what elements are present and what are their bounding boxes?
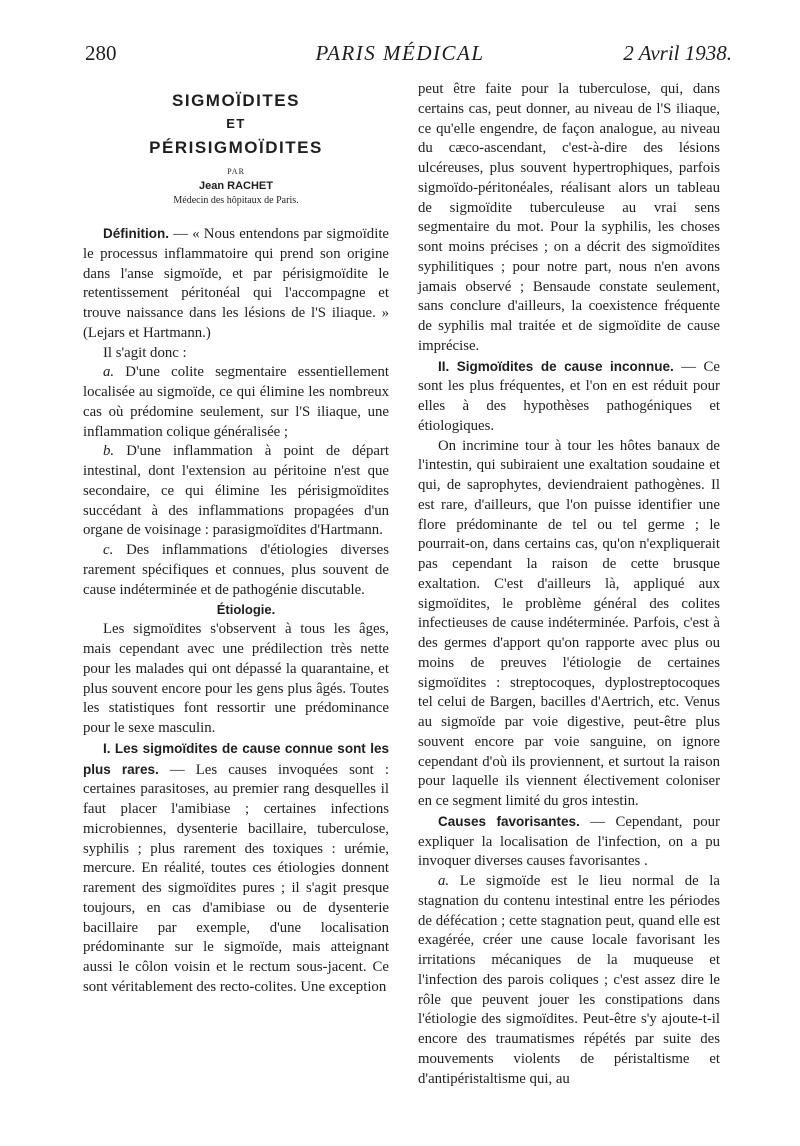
s-agit-paragraph: Il s'agit donc : — [103, 344, 187, 361]
item-c-mark: c. — [103, 542, 114, 558]
byline-par: PAR — [227, 167, 245, 176]
left-column — [83, 80, 389, 998]
issue-date: 2 Avril 1938. — [623, 41, 732, 65]
causes-lead: Causes favorisantes. — [438, 813, 580, 829]
section1-paragraph — [83, 739, 389, 998]
page-number: 280 — [85, 41, 117, 65]
article-title-block — [83, 80, 389, 208]
item-a-paragraph — [83, 363, 389, 442]
section1-text: — Les causes invoquées sont : certaines parasitoses, au premier rang desquelles il faut placer l'amibiase ; certaines infections microbiennes, dysenterie bacillaire, tuberculose, syphilis ; plus rarement des toxiques : urémie, mercure. En réalité, toutes ces étiologies donnent rarement des sigmoïdites pures ; il s'agit presque toujours, en cas d'amibiase ou de dysenterie bacillaire par exemple, d'une localisation prédominante sur le sigmoïde, mais atteignant aussi le côlon voisin et le rectum sous-jacent. Ce sont véritablement des recto-colites. Une exception — [83, 761, 389, 995]
item-a-mark: a. — [103, 364, 115, 381]
section2-text: — Ce sont les plus fréquentes, et l'on en est réduit pour elles à des hypothèses pathogéniques et étiologiques. — [418, 358, 720, 434]
causes-paragraph — [418, 812, 720, 872]
item-b-mark: b. — [103, 443, 115, 460]
definition-text: — « Nous entendons par sigmoïdite le processus inflammatoire qui prend son origine dans l'anse sigmoïde, et par périsigmoïdite le retentissement péritonéal qui l'accompagne et trouve naissance dans les lésions de l'S iliaque. » (Lejars et Hartmann.) — [83, 226, 389, 341]
right-item-a-mark: a. — [438, 873, 450, 889]
continuation-paragraph: peut être faite pour la tuberculose, qui, dans certains cas, peut donner, au niveau de l'S iliaque, ce qu'elle engendre, de façon analogue, au niveau du cæco-ascendant, c'est-à-dire des lésions ulcéreuses, plus souvent hypertrophiques, parfois sigmoïdo-péritonéales, réalisant alors un tableau de sigmoïdite tuberculeuse au vrai sens segmentaire du mot. Pour la syphilis, les choses sont moins précises ; on a décrit des sigmoïdites syphilitiques ; pour notre part, nous n'en avons jamais observé ; Bensaude constate seulement, sans conclure d'ailleurs, la coexistence fréquente de syphilis mal traitée et de sigmoïdite de cause imprécise. — [418, 81, 720, 354]
article-title-line2: ET — [226, 116, 246, 131]
right-item-a-text: Le sigmoïde est le lieu normal de la stagnation du contenu intestinal entre les périodes de défécation ; cette stagnation peut, quand elle est exagérée, créer une cause locale favorisant les irritations mécaniques de la muqueuse et l'infection des parois coliques ; c'est assez dire le rôle que peuvent jouer les constipations dans l'étiologie des sigmoïdites. Peut-être s'y ajoute-t-il encore des traumatismes répétés par suite des mouvements violents de péristaltisme et d'antipéristaltisme qui, au — [418, 873, 720, 1087]
author-name: Jean RACHET — [199, 180, 273, 192]
item-b-paragraph — [83, 442, 389, 541]
article-title-line3: PÉRISIGMOÏDITES — [149, 138, 323, 157]
etiologie-heading: Étiologie. — [216, 602, 276, 618]
author-affiliation: Médecin des hôpitaux de Paris. — [173, 195, 299, 206]
journal-title: PARIS MÉDICAL — [315, 41, 485, 65]
definition-paragraph — [83, 224, 389, 344]
item-a-text: D'une colite segmentaire essentiellement localisée au sigmoïde, ce qui élimine les nombreux cas où prédomine seulement, sur l'S iliaque, une inflammation colique généralisée ; — [83, 364, 389, 440]
etiologie-paragraph: Les sigmoïdites s'observent à tous les âges, mais cependant avec une prédilection très nette pour les malades qui ont dépassé la quarantaine, et plus souvent encore pour les gens plus âgés. Toutes les statistiques font ressortir une prédominance pour le sexe masculin. — [83, 621, 389, 736]
definition-lead: Définition. — [103, 226, 169, 241]
article-title-line1: SIGMOÏDITES — [172, 91, 300, 110]
section2-paragraph — [418, 357, 720, 437]
incrimine-paragraph: On incrimine tour à tour les hôtes banaux de l'intestin, qui subiraient une exaltation soudaine et qui, de saprophytes, deviendraient pathogènes. Il est rare, d'ailleurs, que l'on puisse identifier une flore prédominante de tel ou tel germe ; le pourrait-on, dans certains cas, qu'on n'expliquerait pas cependant la raison de cette brusque exaltation. C'est d'ailleurs là, appliqué aux sigmoïdites, le problème général des colites infectieuses de cause indéterminée. Parfois, c'est à des germes d'apport qu'on rapporte avec plus ou moins de preuves l'étiologie de certaines sigmoïdites : streptocoques, dyplostreptocoques tel celui de Bargen, bacilles d'Aertrich, etc. Venus au sigmoïde par voie digestive, peut-être plus souvent encore par voie sanguine, on ignore cependant d'où ils proviennent, et surtout la raison pour laquelle ils viennent électivement coloniser en ce segment limité du gros intestin. — [418, 437, 720, 809]
item-c-paragraph — [83, 541, 389, 600]
causes-text: — Cependant, pour expliquer la localisation de l'infection, on a pu invoquer diverses causes favorisantes . — [418, 813, 720, 870]
section1-lead: I. Les sigmoïdites de cause connue sont les plus rares. — [83, 740, 389, 777]
item-c-text: Des inflammations d'étiologies diverses rarement spécifiques et connues, plus souvent de cause indéterminée et de pathogénie discutable. — [83, 542, 389, 598]
right-column — [418, 80, 720, 1089]
section2-lead: II. Sigmoïdites de cause inconnue. — [438, 358, 674, 374]
item-b-text: D'une inflammation à point de départ intestinal, dont l'extension au péritoine n'est que secondaire, ce qui élimine les périsigmoïdites succédant à des inflammations propagées d'un organe de voisinage : parasigmoïdites d'Hartmann. — [83, 443, 389, 539]
right-item-a-paragraph — [418, 872, 720, 1089]
